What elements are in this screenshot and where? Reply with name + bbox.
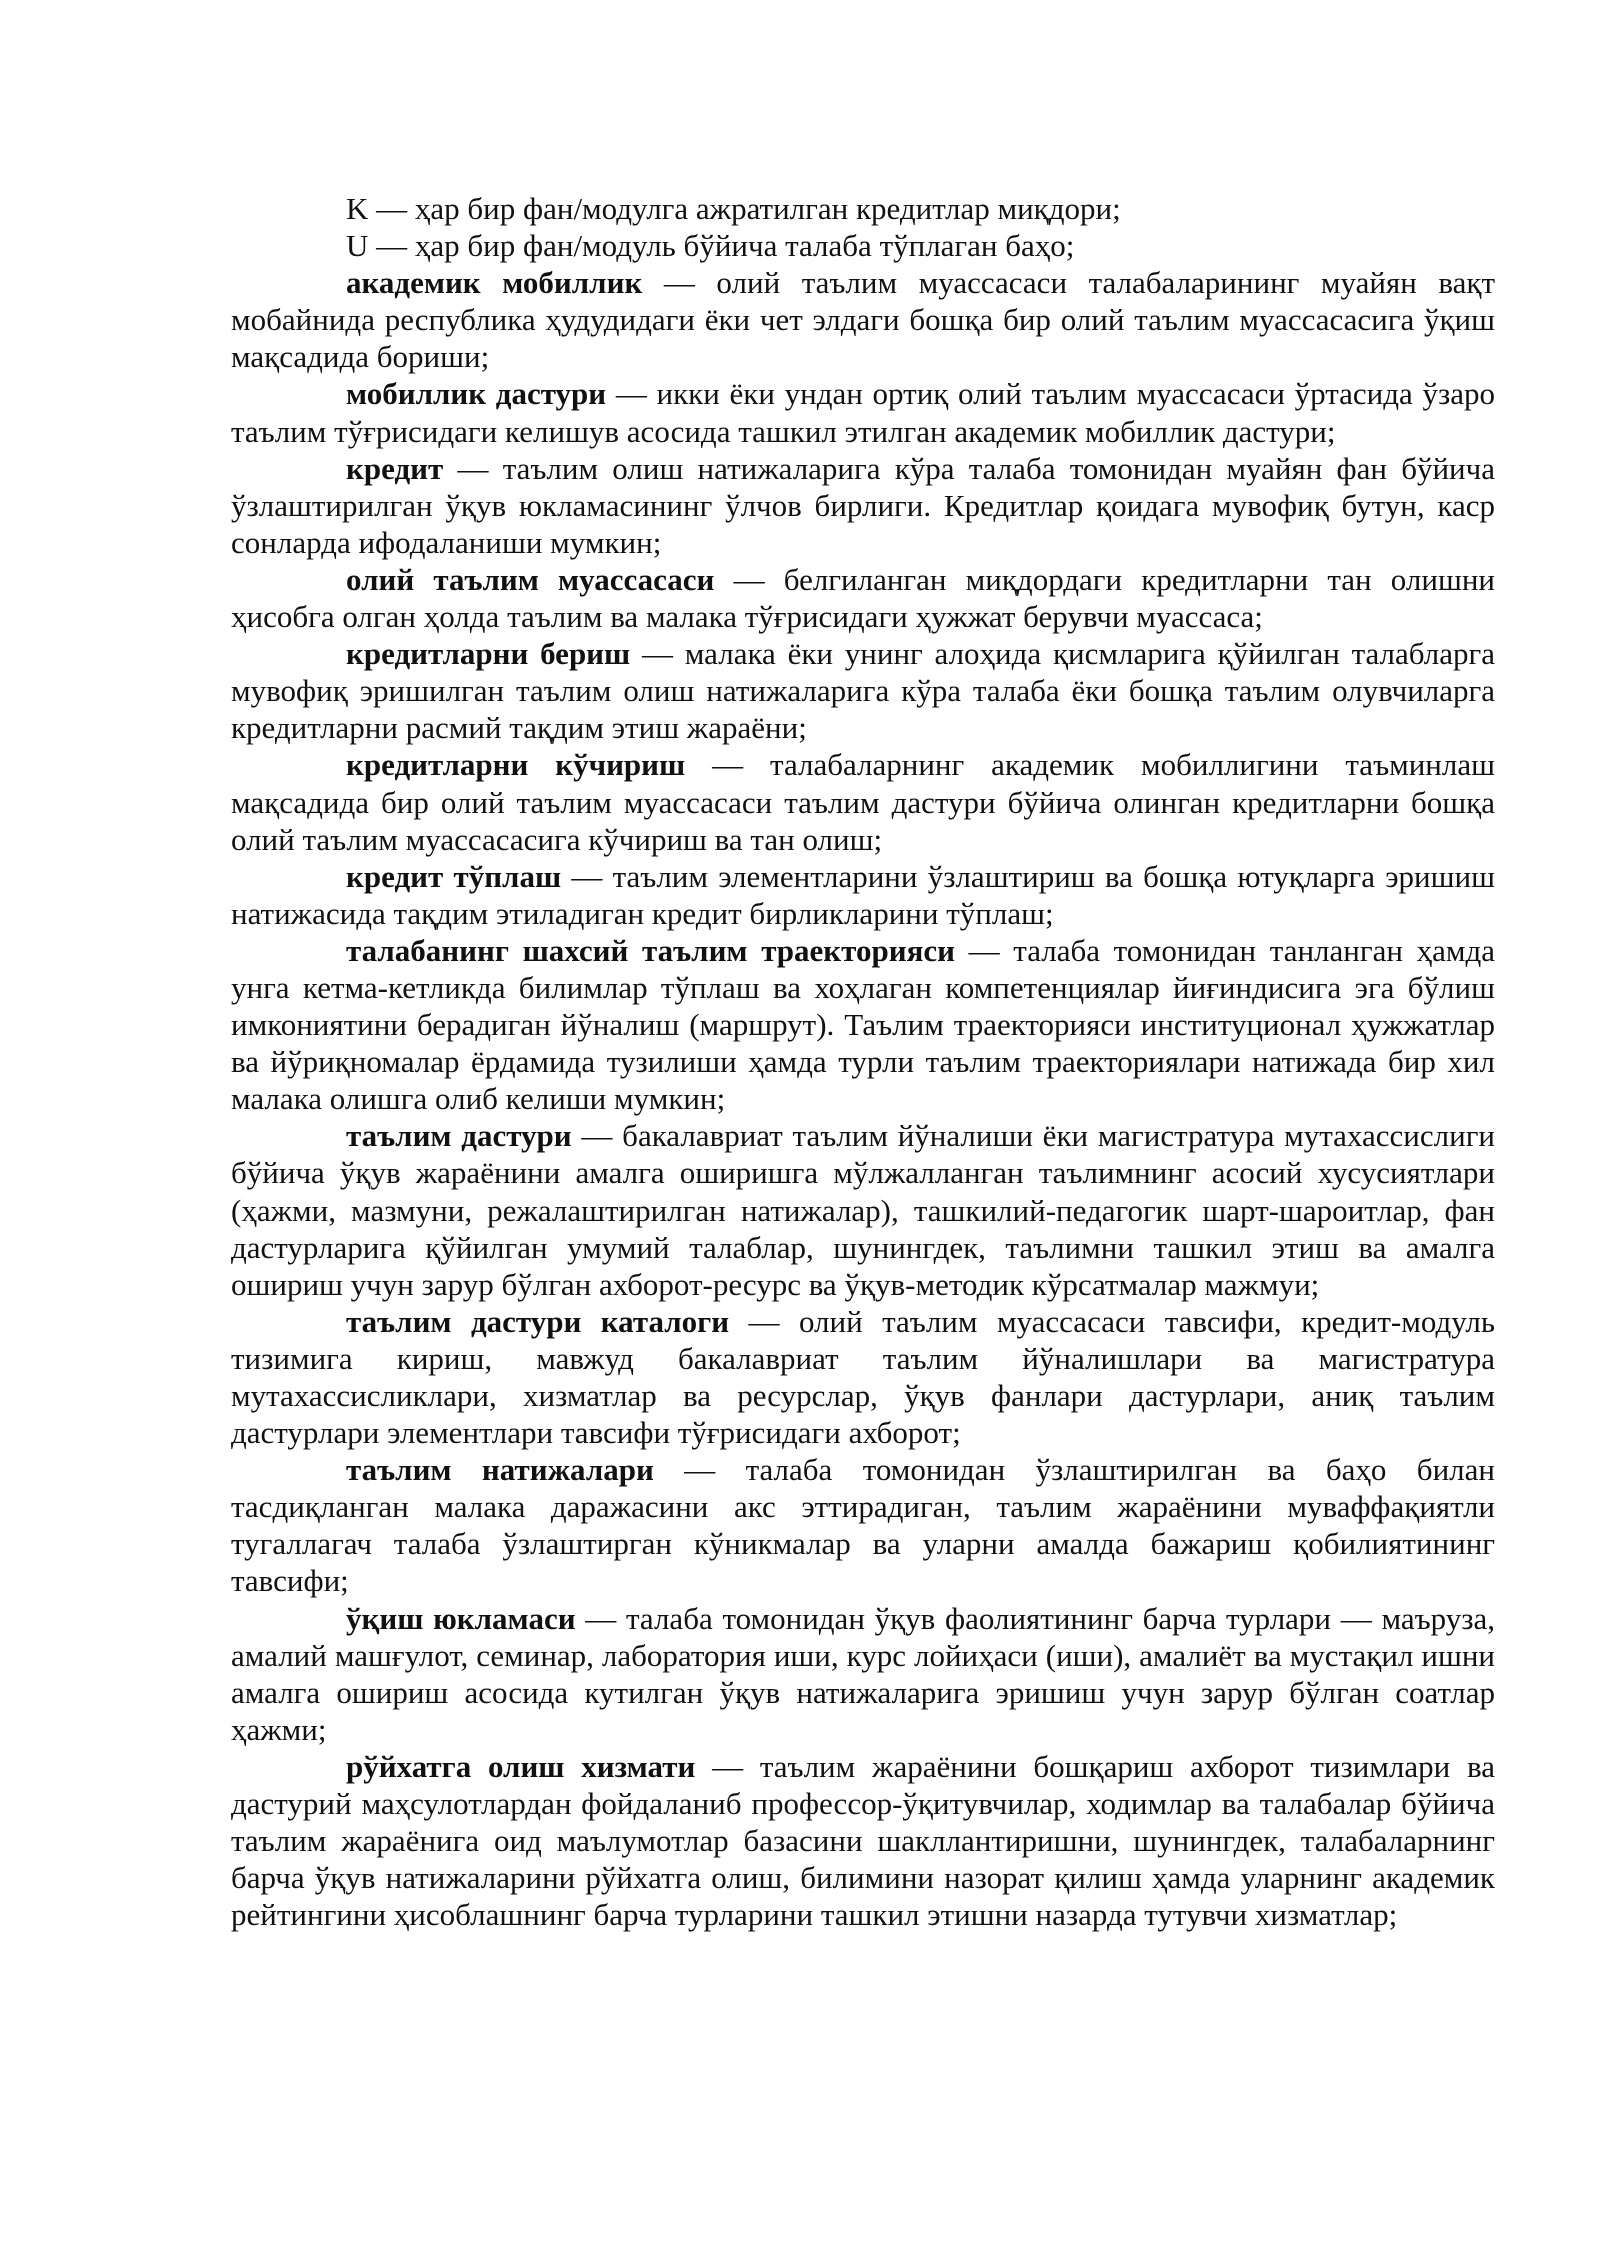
- definition-text: — олий таълим муассасаси тавсифи, кредит-модуль тизимига кириш, мавжуд бакалавриат таълим йўналишлари ва магистратура мутахассисликлари, хизматлар ва ресурслар, ўқув фанлари дастурлари, аниқ таълим дастурлари элементлари тавсифи тўғрисидаги ахборот;: [231, 1303, 1495, 1451]
- paragraph-learning-outcomes: [231, 1451, 1495, 1599]
- term: ўқиш юкламаси: [346, 1600, 576, 1636]
- term: мобиллик дастури: [346, 376, 607, 412]
- definition-text: — икки ёки ундан ортиқ олий таълим муассасаси ўртасида ўзаро таълим тўғрисидаги келишув асосида ташкил этилган академик мобиллик дастури;: [231, 376, 1495, 449]
- paragraph-registration-service: [231, 1748, 1495, 1933]
- paragraph-credit-awarding: [231, 635, 1495, 746]
- definition-text: — талаба томонидан ўқув фаолиятининг барча турлари — маъруза, амалий машғулот, семинар, лаборатория иши, курс лойиҳаси (иши), амалиёт ва мустақил ишни амалга ошириш асосида кутилган ўқув натижаларига эришиш учун зарур бўлган соатлар ҳажми;: [231, 1600, 1495, 1747]
- paragraph-higher-education-institution: [231, 561, 1495, 635]
- definition-text: — талаба томонидан танланган ҳамда унга кетма-кетликда билимлар тўплаш ва хоҳлаган компетенциялар йиғиндисига эга бўлиш имкониятини берадиган йўналиш (маршрут). Таълим траекторияси институционал ҳужжатлар ва йўриқномалар ёрдамида тузилиши ҳамда турли таълим траекториялари натижада бир хил малака олишга олиб келиши мумкин;: [231, 932, 1495, 1117]
- term: олий таълим муассасаси: [346, 561, 715, 597]
- paragraph-program-catalog: [231, 1303, 1495, 1451]
- definition-text: — талаба томонидан ўзлаштирилган ва баҳо билан тасдиқланган малака даражасини акс эттирадиган, таълим жараёнини муваффақиятли тугаллагач талаба ўзлаштирган кўникмалар ва уларни амалда бажариш қобилиятининг тавсифи;: [231, 1452, 1495, 1599]
- definition-text: — талабаларнинг академик мобиллигини таъминлаш мақсадида бир олий таълим муассасаси таълим дастури бўйича олинган кредитларни бошқа олий таълим муассасасига кўчириш ва тан олиш;: [231, 747, 1495, 857]
- definition-text: — белгиланган миқдордаги кредитларни тан олишни ҳисобга олган ҳолда таълим ва малака тўғрисидаги ҳужжат берувчи муассаса;: [231, 561, 1495, 635]
- term: кредит тўплаш: [346, 858, 562, 894]
- term: кредитларни бериш: [346, 636, 631, 672]
- term: таълим дастури каталоги: [346, 1303, 730, 1339]
- definition-text: — таълим жараёнини бошқариш ахборот тизимлари ва дастурий маҳсулотлардан фойдаланиб профессор-ўқитувчилар, ходимлар ва талабалар бўйича таълим жараёнига оид маълумотлар базасини шакллантиришни, шунингдек, талабаларнинг барча ўқув натижаларини рўйхатга олиш, билимини назорат қилиш ҳамда уларнинг академик рейтингини ҳисоблашнинг барча турларини ташкил этишни назарда тутувчи хизматлар;: [231, 1748, 1495, 1933]
- definition-text: — малака ёки унинг алоҳида қисмларига қўйилган талабларга мувофиқ эришилган таълим олиш натижаларига кўра талаба ёки бошқа таълим олувчиларга кредитларни расмий тақдим этиш жараёни;: [231, 636, 1495, 746]
- paragraph-mobility-program: [231, 375, 1495, 449]
- term: таълим дастури: [346, 1118, 572, 1154]
- definition-text: — таълим элементларини ўзлаштириш ва бошқа ютуқларга эришиш натижасида тақдим этиладиган кредит бирликларини тўплаш;: [231, 858, 1495, 931]
- document-page: [231, 190, 1495, 1933]
- paragraph-education-program: [231, 1117, 1495, 1302]
- paragraph-credit-transfer: [231, 746, 1495, 857]
- term: таълим натижалари: [346, 1452, 654, 1488]
- paragraph-workload: [231, 1600, 1495, 1748]
- term: рўйхатга олиш хизмати: [346, 1748, 696, 1784]
- paragraph-u-definition: [231, 227, 1495, 264]
- term: академик мобиллик: [346, 265, 643, 301]
- term: талабанинг шахсий таълим траекторияси: [346, 932, 955, 968]
- paragraph-k-definition: [231, 190, 1495, 227]
- paragraph-academic-mobility: [231, 264, 1495, 375]
- paragraph-credit-accumulation: [231, 858, 1495, 932]
- paragraph-learning-trajectory: [231, 932, 1495, 1117]
- definition-text: U — ҳар бир фан/модуль бўйича талаба тўплаган баҳо;: [346, 228, 1075, 264]
- definition-text: — бакалавриат таълим йўналиши ёки магистратура мутахассислиги бўйича ўқув жараёнини амалга оширишга мўлжалланган таълимнинг асосий хусусиятлари (ҳажми, мазмуни, режалаштирилган натижалар), ташкилий-педагогик шарт-шароитлар, фан дастурларига қўйилган умумий талаблар, шунингдек, таълимни ташкил этиш ва амалга ошириш учун зарур бўлган ахборот-ресурс ва ўқув-методик кўрсатмалар мажмуи;: [231, 1118, 1495, 1302]
- term: кредитларни кўчириш: [346, 747, 686, 783]
- paragraph-credit: [231, 450, 1495, 561]
- term: кредит: [346, 450, 444, 486]
- definition-text: K — ҳар бир фан/модулга ажратилган кредитлар миқдори;: [346, 191, 1121, 226]
- definition-text: — таълим олиш натижаларига кўра талаба томонидан муайян фан бўйича ўзлаштирилган ўқув юкламасининг ўлчов бирлиги. Кредитлар қоидага мувофиқ бутун, каср сонларда ифодаланиши мумкин;: [231, 450, 1495, 560]
- definition-text: — олий таълим муассасаси талабаларининг муайян вақт мобайнида республика ҳудудидаги ёки чет элдаги бошқа бир олий таълим муассасасига ўқиш мақсадида бориши;: [231, 265, 1495, 375]
